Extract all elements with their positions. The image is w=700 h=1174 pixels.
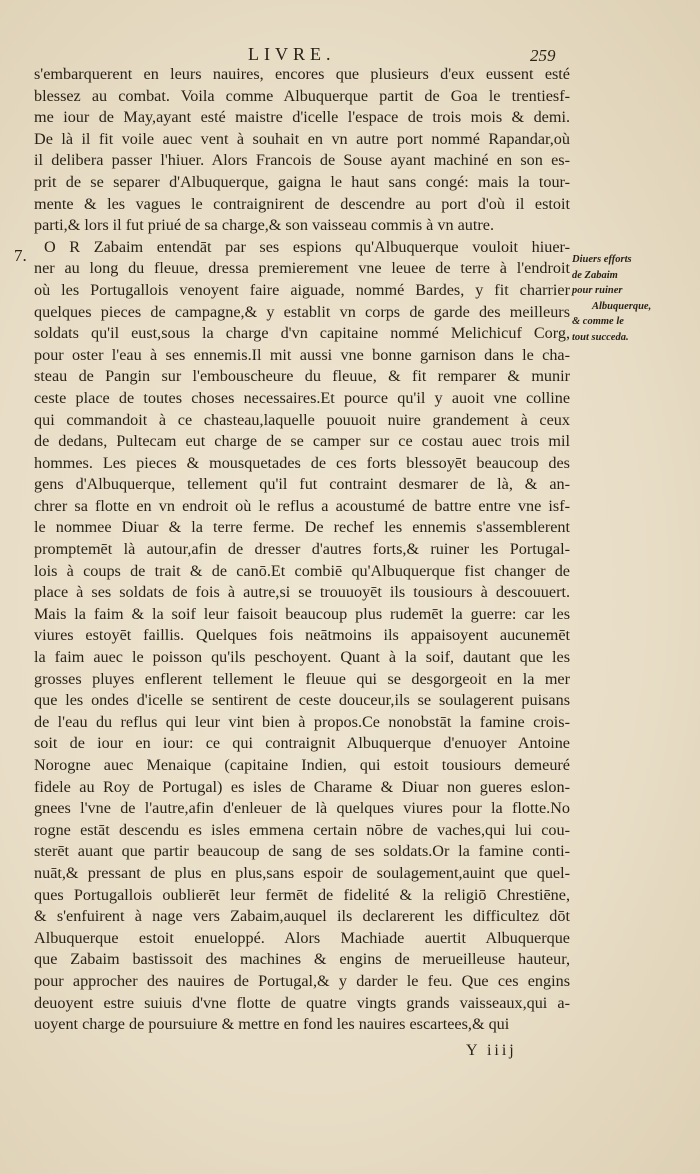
- text-line: promptemēt là autour,afin de dresser d'autres forts,& ruiner les Portugal-: [34, 540, 570, 559]
- text-line: mente & les vagues le contraignirent de descendre au port d'où il estoit: [34, 194, 570, 213]
- margin-note: [572, 252, 692, 345]
- text-line: grosses pluyes enflerent tellement le fleuue qui se desgorgeoit en la mer: [34, 669, 570, 688]
- text-line: ner au long du fleuue, dressa premierement vne leuee de terre à l'endroit: [34, 259, 570, 278]
- text-line: parti,& lors il fut priué de sa charge,& son vaisseau commis à vn autre.: [34, 216, 495, 235]
- margin-note-line: tout succeda.: [572, 331, 629, 343]
- margin-note-line: pour ruiner: [572, 285, 623, 296]
- running-title: LIVRE.: [248, 44, 336, 64]
- margin-note-line: Albuquerque,: [592, 300, 652, 312]
- text-line: steau de Pangin sur l'embouscheure du fleuue, & fit remparer & munir: [34, 367, 570, 386]
- text-line: que les ondes d'icelle se sentirent de ceste douceur,ils se soulagerent puisans: [34, 691, 570, 710]
- text-line: lois à coups de trait & de canō.Et combiē qu'Albuquerque fist changer de: [34, 561, 570, 580]
- text-line: gnees l'vne de l'autre,afin d'enleuer de là quelques viures pour la flotte.No: [34, 799, 570, 818]
- page-number: 259: [530, 46, 556, 65]
- text-line: chrer sa flotte en vn endroit où le reflus a acoustumé de battre entre vne isf-: [34, 496, 570, 515]
- text-line: soldats qu'il eust,sous la charge d'vn capitaine nommé Melichicuf Corg,: [34, 324, 570, 343]
- text-line: uoyent charge de poursuiure & mettre en fond les nauires escartees,& qui: [34, 1015, 510, 1034]
- paragraph-number: 7.: [14, 246, 27, 265]
- text-line: nuāt,& pressant de plus en plus,sans espoir de soulagement,auint que quel-: [34, 863, 570, 882]
- text-line: quelques pieces de campagne,& y establit vn corps de garde des meilleurs: [34, 302, 570, 321]
- text-line: de dedans, Pultecam eut charge de se camper sur ce costau auec trois mil: [34, 432, 570, 451]
- text-line: pour oster l'eau à ses ennemis.Il mit aussi vne bonne garnison dans le cha-: [34, 345, 570, 364]
- text-line: Mais la faim & la soif leur faisoit beaucoup plus rudemēt la guerre: car les: [34, 604, 570, 623]
- text-line: Norogne auec Menaique (capitaine Indien, qui estoit tousiours demeuré: [34, 756, 570, 774]
- text-line: la faim auec le poisson qu'ils peschoyent. Quant à la soif, dautant que les: [34, 648, 570, 667]
- text-line: viures estoyēt faillis. Quelques fois neātmoins ils appaisoyent aucunemēt: [34, 626, 570, 645]
- text-line: qui commandoit à ce chasteau,laquelle pouuoit nuire grandement à ceux: [34, 410, 570, 429]
- text-line: deuoyent estre suiuis d'vne flotte de quatre vingts grands vaisseaux,qui a-: [34, 993, 570, 1012]
- text-line: & s'enfuirent à nage vers Zabaim,auquel ils declarerent les difficultez dōt: [34, 907, 570, 926]
- text-line: hommes. Les pieces & mousquetades de ces forts blessoyēt beaucoup des: [34, 453, 570, 472]
- text-line: Albuquerque estoit enueloppé. Alors Machiade auertit Albuquerque: [34, 928, 570, 947]
- text-line: où les Portugallois venoyent faire aiguade, nommé Bardes, y fit charrier: [34, 280, 570, 299]
- text-line: me iour de May,ayant esté maistre d'icelle l'espace de trois mois & demi.: [34, 108, 570, 127]
- text-line: rogne estāt descendu es isles emmena certain nōbre de vaches,qui lui cou-: [34, 820, 570, 839]
- text-line: ques Portugallois oublierēt leur fermēt de fidelité & la religiō Chrestiēne,: [34, 885, 570, 904]
- text-line: ceste place de toutes choses necessaires.Et pource qu'il y auoit vne colline: [34, 388, 570, 407]
- text-line: blessez au combat. Voila comme Albuquerque partit de Goa le trentiesf-: [34, 86, 570, 105]
- text-line: soit de iour en iour: ce qui contraignit Albuquerque d'enuoyer Antoine: [34, 734, 570, 753]
- text-line: le nommee Diuar & la terre ferme. De rechef les ennemis s'assemblerent: [34, 518, 570, 537]
- text-line: de l'eau du reflus qui leur vint bien à propos.Ce nonobstāt la famine crois-: [34, 712, 570, 731]
- margin-note-line: de Zabaim: [572, 269, 618, 281]
- text-line: O R Zabaim entendāt par ses espions qu'Albuquerque vouloit hiuer-: [44, 237, 570, 256]
- margin-note-line: & comme le: [572, 316, 624, 327]
- margin-note-line: Diuers efforts: [572, 254, 632, 265]
- text-line: De là il fit voile auec vent à souhait en vn autre port nommé Rapandar,où: [34, 129, 570, 148]
- body-text: [34, 64, 570, 1036]
- text-line: gens d'Albuquerque, tellement qu'il fut contraint desmarer de là, & an-: [34, 475, 570, 494]
- text-line: il delibera passer l'hiuer. Alors Francois de Souse ayant machiné en son es-: [34, 151, 570, 170]
- signature-mark: Y iiij: [466, 1042, 517, 1059]
- text-line: fidele au Roy de Portugal) es isles de Charame & Diuar non gueres eslon-: [34, 777, 570, 796]
- text-line: sterēt auant que partir beaucoup de sang de ses soldats.Or la famine conti-: [34, 842, 570, 861]
- text-line: que Zabaim bastissoit des machines & engins de merueilleuse hauteur,: [34, 950, 570, 969]
- text-line: prit de se separer d'Albuquerque, gaigna le haut sans congé: mais la tour-: [34, 172, 570, 191]
- text-line: place à ses soldats de fois à autre,si se trouuoyēt ils tousiours à descouuert.: [34, 583, 570, 602]
- text-line: pour approcher des nauires de Portugal,& y darder le feu. Que ces engins: [34, 971, 570, 990]
- text-line: s'embarquerent en leurs nauires, encores que plusieurs d'eux eussent esté: [34, 65, 570, 83]
